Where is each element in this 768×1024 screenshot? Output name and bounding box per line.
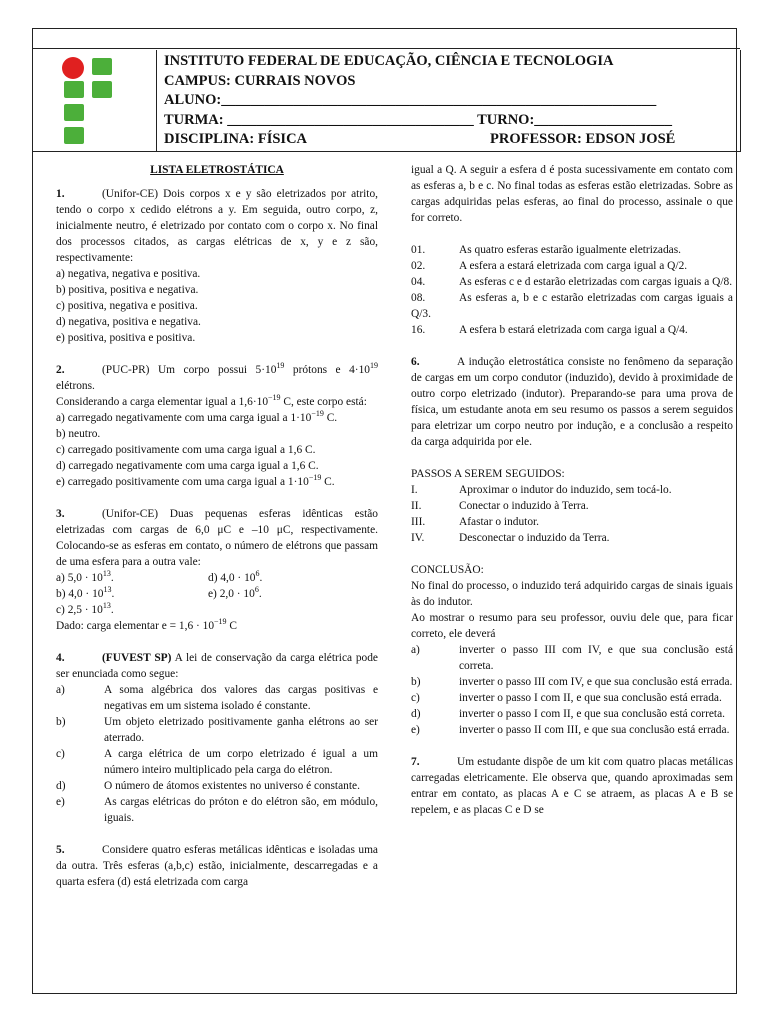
question-number: 5. [56,844,65,856]
exponent: 13 [103,585,112,595]
option-key: b) [411,676,421,688]
option-key: c) [411,692,420,704]
option [56,746,378,778]
option [56,714,378,746]
header-info [164,52,736,150]
text: b) 4,0 · 10 [56,588,104,600]
logo-block [92,58,112,75]
exponent: 13 [102,601,111,611]
option [411,690,733,706]
option: c) carregado positivamente com uma carga igual a 1,6 C. [56,444,316,456]
step-text: Conectar o induzido à Terra. [459,500,589,512]
option [411,674,733,690]
option-text: inverter o passo I com II, e que sua conclusão está correta. [459,708,725,720]
option: c) positiva, negativa e positiva. [56,300,198,312]
text: e) 2,0 · 10 [208,588,255,600]
option [56,682,378,714]
step-key: I. [411,484,418,496]
discipline-professor-line [164,130,736,150]
option-key: 01. [411,244,426,256]
option-key: 04. [411,276,426,288]
student-line: ALUNO:____________________________________________________________ [164,92,657,108]
institute-name: INSTITUTO FEDERAL DE EDUCAÇÃO, CIÊNCIA E TECNOLOGIA [164,53,614,69]
step-key: III. [411,516,426,528]
question-source: (FUVEST SP) [102,652,172,664]
option-text: inverter o passo III com IV, e que sua conclusão está correta. [459,644,733,672]
conclusion-text: No final do processo, o induzido terá adquirido cargas de sinais iguais às do indutor. [411,580,733,608]
question-number: 6. [411,356,420,368]
option-key: c) [56,748,65,760]
step [411,498,733,514]
text: C. [323,412,338,424]
question-number: 4. [56,652,65,664]
step-text: Afastar o indutor. [459,516,540,528]
option-key: a) [56,684,65,696]
question-5 [56,842,378,890]
option: e) positiva, positiva e positiva. [56,332,196,344]
right-column [411,162,733,818]
option [411,642,733,674]
question-1 [56,186,378,266]
exponent: 19 [369,361,378,371]
question-text: (Unifor-CE) Duas pequenas esferas idênticas estão eletrizadas com cargas de 6,0 μC e –10 μC, respectivamente. Colocando-se as esferas em contato, o número de elétrons que passam de uma esfera para a outra vale: [56,508,378,568]
exponent: 6 [255,569,260,579]
option-key: 08. [411,292,426,304]
option [411,242,733,258]
option: d) carregado negativamente com uma carga igual a 1,6 C. [56,460,319,472]
option: d) negativa, positiva e negativa. [56,316,201,328]
text: C [226,620,237,632]
option-text: A esfera b estará eletrizada com carga igual a Q/4. [459,324,688,336]
text: C, este corpo está: [280,396,367,408]
option [56,602,378,618]
option [411,722,733,738]
conclusion-title: CONCLUSÃO: [411,564,484,576]
option [411,322,733,338]
text: a) carregado negativamente com uma carga igual a 1·10 [56,412,312,424]
discipline: DISCIPLINA: FÍSICA [164,131,308,147]
worksheet-title: LISTA ELETROSTÁTICA [150,164,284,176]
option-text: inverter o passo I com II, e que sua conclusão está errada. [459,692,722,704]
option-text: A soma algébrica dos valores das cargas positivas e negativas em um sistema isolado é constante. [104,684,378,712]
question-text: Considere quatro esferas metálicas idênticas e isoladas uma da outra. Três esferas (a,b,c) estão, inicialmente, descarregadas e a quarta esfera (d) está eletrizada com carga [56,844,378,888]
step-text: Desconectar o induzido da Terra. [459,532,610,544]
question-number: 2. [56,364,65,376]
option [208,570,360,586]
option-key: a) [411,644,420,656]
text: d) 4,0 · 10 [208,572,256,584]
text: Dado: carga elementar e = 1,6 · 10 [56,620,215,632]
institute-logo [58,56,118,146]
option-text: A esfera a estará eletrizada com carga igual a Q/2. [459,260,688,272]
step-text: Aproximar o indutor do induzido, sem tocá-lo. [459,484,672,496]
exponent: −19 [214,617,227,627]
option-text: As cargas elétricas do próton e do elétron são, em módulo, iguais. [104,796,378,824]
question-4 [56,650,378,682]
exponent: −19 [311,409,324,419]
question-text: elétrons. [56,380,95,392]
options-row [56,586,378,602]
text: . [110,572,114,584]
option-text: As esferas c e d estarão eletrizadas com cargas iguais a Q/8. [459,276,733,288]
options-row [56,570,378,586]
question-text: prótons e 4·10 [284,364,370,376]
text: . [259,572,263,584]
option [411,274,733,290]
option: a) negativa, negativa e positiva. [56,268,201,280]
question-6 [411,354,733,450]
question-text: A indução eletrostática consiste no fenômeno da separação de cargas em um corpo condutor (induzido), devido à proximidade de outro corpo eletrizado (indutor). Preparando-se para uma prova de física, um estudante anota em seu resumo os passos a serem seguidos para eletrizar um corpo neutro por indução, e a conclusão a respeito da carga adquirida por ele. [411,356,733,448]
question-text: Um estudante dispõe de um kit com quatro placas metálicas carregadas eletricamente. Ele observa que, quando aproximadas sem entrar em contato, as placas A e C se atraem, as placas A e B se repelem, e as placas C e D se [411,756,733,816]
logo-block [92,81,112,98]
option-key: d) [56,780,66,792]
option-key: d) [411,708,421,720]
exponent: −19 [268,393,281,403]
question-text: A lei de conservação da carga elétrica pode ser enunciada como segue: [56,652,378,680]
question-number: 3. [56,508,65,520]
option: b) positiva, positiva e negativa. [56,284,199,296]
logo-block [64,127,84,144]
left-column [56,162,378,890]
option [411,290,733,322]
step [411,514,733,530]
option [56,778,378,794]
option [56,474,378,490]
question-text: (PUC-PR) Um corpo possui 5·10 [102,364,277,376]
text: c) 2,5 · 10 [56,604,103,616]
exponent: −19 [308,473,322,483]
text: e) carregado positivamente com uma carga igual a 1·10 [56,476,309,488]
class-shift-line: TURMA: __________________________________ TURNO:___________________ [164,111,673,128]
exponent: 6 [254,585,259,595]
logo-block [64,81,84,98]
step-key: IV. [411,532,425,544]
text: . [258,588,262,600]
text: a) 5,0 · 10 [56,572,103,584]
question-number: 1. [56,188,65,200]
option-text: Um objeto eletrizado positivamente ganha elétrons ao ser aterrado. [104,716,378,744]
exponent: 19 [276,361,285,371]
option [208,586,360,602]
step [411,482,733,498]
question-text [56,394,378,410]
text: C. [321,476,335,488]
question-7 [411,754,733,818]
option-text: As esferas a, b e c estarão eletrizadas com cargas iguais a Q/3. [411,292,733,320]
option-key: 16. [411,324,426,336]
steps-title: PASSOS A SEREM SEGUIDOS: [411,468,565,480]
option-key: e) [56,796,65,808]
step [411,530,733,546]
question-5-continued: igual a Q. A seguir a esfera d é posta sucessivamente em contato com as esferas a, b e c. No final todas as esferas estão eletrizadas. Sobre as cargas adquiridas pelas esferas, ao final do processo, assinale o que for correto. [411,164,733,224]
option [56,586,208,602]
option-text: As quatro esferas estarão igualmente eletrizadas. [459,244,682,256]
question-number: 7. [411,756,420,768]
step-key: II. [411,500,422,512]
logo-block [64,104,84,121]
option [56,570,208,586]
professor: PROFESSOR: EDSON JOSÉ [490,131,676,147]
option-key: 02. [411,260,426,272]
option: b) neutro. [56,428,101,440]
given-data [56,618,378,634]
option-text: A carga elétrica de um corpo eletrizado é igual a um número inteiro multiplicado pela carga do elétron. [104,748,378,776]
option [411,706,733,722]
option-text: inverter o passo II com III, e que sua conclusão está errada. [459,724,730,736]
option-key: b) [56,716,66,728]
logo-red-dot [62,57,84,79]
campus-line: CAMPUS: CURRAIS NOVOS [164,72,356,89]
question-text: (Unifor-CE) Dois corpos x e y são eletrizados por atrito, tendo o corpo x cedido elétrons a y. Em seguida, outro corpo, z, inicialmente neutro, é eletrizado por contato com o corpo x. No final dos processos citados, as cargas elétricas de x, y e z são, respectivamente: [56,188,378,264]
text: Considerando a carga elementar igual a 1,6·10 [56,396,269,408]
question-2 [56,362,378,394]
option [411,258,733,274]
option-text: inverter o passo III com IV, e que sua conclusão está errada. [459,676,733,688]
exponent: 13 [102,569,111,579]
question-3 [56,506,378,570]
professor-remark: Ao mostrar o resumo para seu professor, ouviu dele que, para ficar correto, ele deverá [411,612,733,640]
text: . [110,604,114,616]
option [56,794,378,826]
text: . [111,588,115,600]
option-key: e) [411,724,420,736]
option-text: O número de átomos existentes no universo é constante. [104,780,360,792]
option [56,410,378,426]
